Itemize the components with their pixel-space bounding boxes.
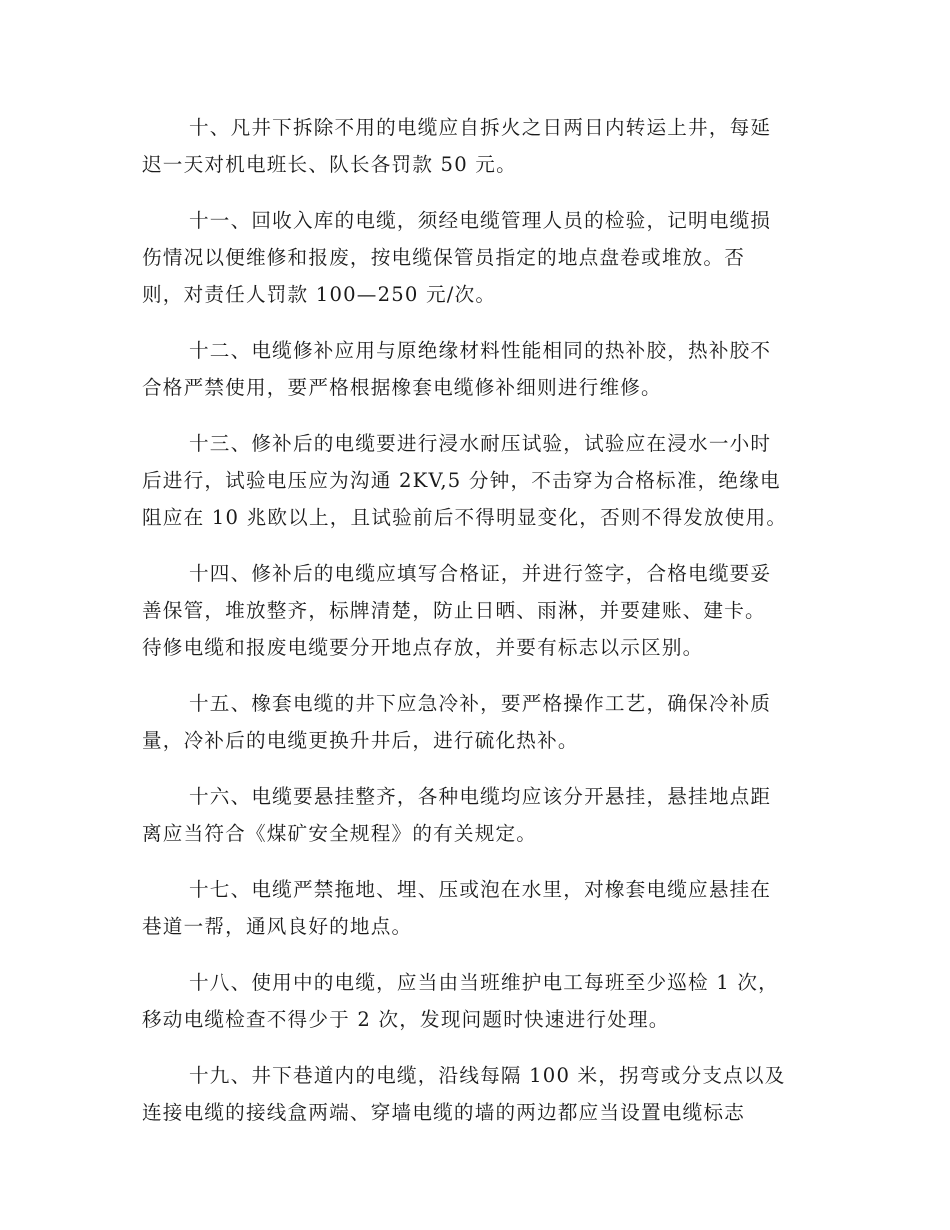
text-line: 十七、电缆严禁拖地、埋、压或泡在水里，对橡套电缆应悬挂在	[189, 878, 772, 901]
text-line: 十五、橡套电缆的井下应急冷补，要严格操作工艺，确保冷补质	[189, 692, 772, 715]
text-line: 合格严禁使用，要严格根据橡套电缆修补细则进行维修。	[142, 376, 662, 399]
text-line: 十四、修补后的电缆应填写合格证，并进行签字，合格电缆要妥	[189, 562, 772, 585]
paragraph-14	[142, 555, 797, 666]
paragraph-15	[142, 685, 797, 759]
paragraph-16	[142, 778, 797, 852]
paragraph-19	[142, 1057, 797, 1131]
text-line: 后进行，试验电压应为沟通 2KV,5 分钟，不击穿为合格标准，绝缘电	[142, 469, 781, 492]
text-line: 伤情况以便维修和报废，按电缆保管员指定的地点盘卷或堆放。否	[142, 246, 746, 269]
text-line: 十一、回收入库的电缆，须经电缆管理人员的检验，记明电缆损	[189, 209, 772, 232]
paragraph-11	[142, 202, 797, 313]
text-line: 移动电缆检查不得少于 2 次，发现问题时快速进行处理。	[142, 1008, 670, 1031]
document-body	[142, 109, 797, 1150]
text-line: 则，对责任人罚款 100—250 元/次。	[142, 283, 497, 306]
text-line: 十、凡井下拆除不用的电缆应自拆火之日两日内转运上井，每延	[189, 116, 772, 139]
paragraph-18	[142, 964, 797, 1038]
text-line: 连接电缆的接线盒两端、穿墙电缆的墙的两边都应当设置电缆标志	[142, 1101, 746, 1124]
paragraph-17	[142, 871, 797, 945]
text-line: 量，冷补后的电缆更换升井后，进行硫化热补。	[142, 729, 579, 752]
text-line: 阻应在 10 兆欧以上，且试验前后不得明显变化，否则不得发放使用。	[142, 506, 788, 529]
text-line: 离应当符合《煤矿安全规程》的有关规定。	[142, 822, 538, 845]
text-line: 巷道一帮，通风良好的地点。	[142, 915, 413, 938]
text-line: 十九、井下巷道内的电缆，沿线每隔 100 米，拐弯或分支点以及	[189, 1064, 786, 1087]
text-line: 善保管，堆放整齐，标牌清楚，防止日晒、雨淋，并要建账、建卡。	[142, 599, 766, 622]
text-line: 十三、修补后的电缆要进行浸水耐压试验，试验应在浸水一小时	[189, 432, 772, 455]
text-line: 十六、电缆要悬挂整齐，各种电缆均应该分开悬挂，悬挂地点距	[189, 785, 772, 808]
paragraph-13	[142, 425, 797, 536]
text-line: 十八、使用中的电缆，应当由当班维护电工每班至少巡检 1 次，	[189, 971, 779, 994]
text-line: 迟一天对机电班长、队长各罚款 50 元。	[142, 153, 517, 176]
paragraph-10	[142, 109, 797, 183]
paragraph-12	[142, 332, 797, 406]
text-line: 待修电缆和报废电缆要分开地点存放，并要有标志以示区别。	[142, 636, 704, 659]
text-line: 十二、电缆修补应用与原绝缘材料性能相同的热补胶，热补胶不	[189, 339, 772, 362]
